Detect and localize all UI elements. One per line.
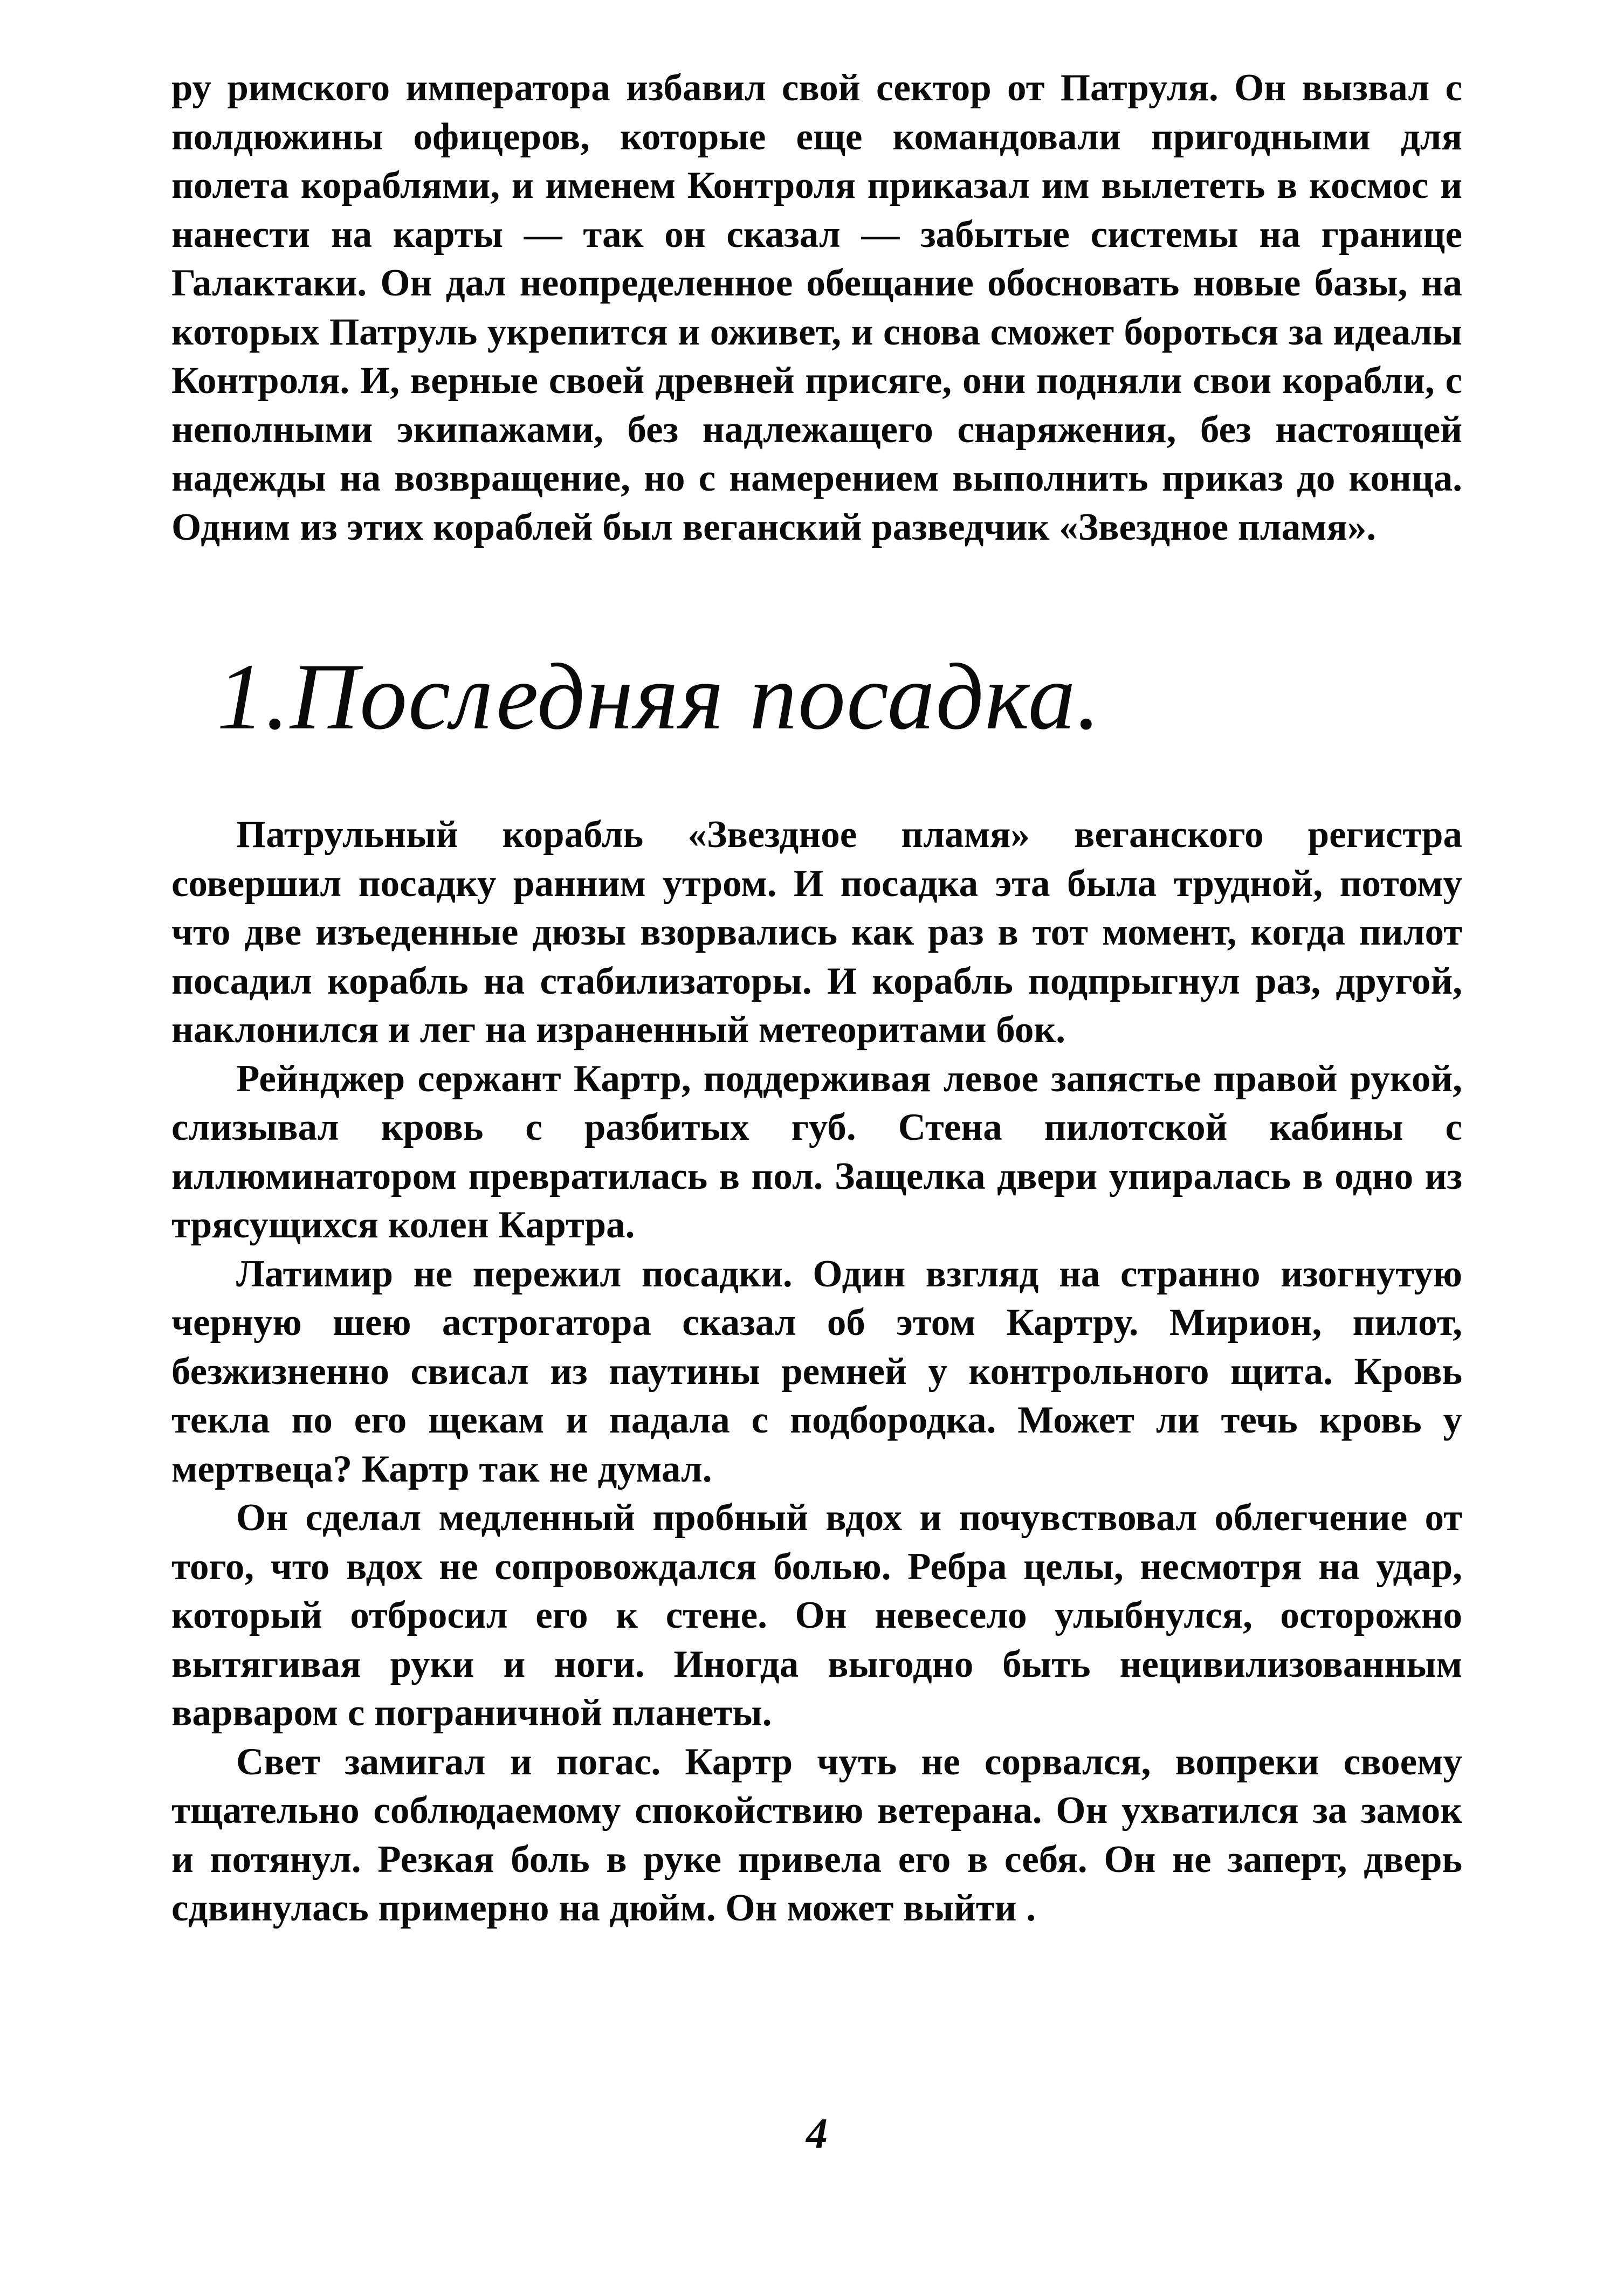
page-number: 4	[806, 2110, 828, 2158]
chapter-title: 1.Последняя посадка.	[217, 644, 1102, 749]
chapter-paragraph: Патрульный корабль «Звездное пламя» веганского регистра совершил посадку ранним утром. И посадка эта была трудной, потому что две изъеденные дюзы взорвались как раз в тот момент, когда пилот посадил корабль на стабилизаторы. И корабль подпрыгнул раз, другой, наклонился и лег на израненный метеоритами бок.	[171, 814, 1462, 1051]
chapter-paragraph: Свет замигал и погас. Картр чуть не сорвался, вопреки своему тщательно соблюдаемому спокойствию ветерана. Он ухватился за замок и потянул. Резкая боль в руке привела его в себя. Он не заперт, дверь сдвинулась примерно на дюйм. Он может выйти .	[171, 1740, 1462, 1929]
chapter-paragraph: Он сделал медленный пробный вдох и почувствовал облегчение от того, что вдох не сопровождался болью. Ребра целы, несмотря на удар, который отбросил его к стене. Он невесело улыбнулся, осторожно вытягивая руки и ноги. Иногда выгодно быть нецивилизованным варваром с пограничной планеты.	[171, 1497, 1462, 1734]
chapter-paragraph: Рейнджер сержант Картр, поддерживая левое запястье правой рукой, слизывал кровь с разбитых губ. Стена пилотской кабины с иллюминатором превратилась в пол. Защелка двери упиралась в одно из трясущихся колен Картра.	[171, 1057, 1462, 1246]
chapter-paragraph: Латимир не пережил посадки. Один взгляд на странно изогнутую черную шею астрогатора сказал об этом Картру. Мирион, пилот, безжизненно свисал из паутины ремней у контрольного щита. Кровь текла по его щекам и падала с подбородка. Может ли течь кровь у мертвеца? Картр так не думал.	[171, 1252, 1462, 1490]
chapter-body	[171, 810, 1462, 1933]
book-page	[171, 64, 1462, 2158]
intro-paragraph: ру римского императора избавил свой сектор от Патруля. Он вызвал с полдюжины офицеров, которые еще командовали пригодными для полета кораблями, и именем Контроля приказал им вылететь в космос и нанести на карты — так он сказал — забытые системы на границе Галактаки. Он дал неопределенное обещание обосновать новые базы, на которых Патруль укрепится и оживет, и снова сможет бороться за идеалы Контроля. И, верные своей древней присяге, они подняли свои корабли, с неполными экипажами, без надлежащего снаряжения, без настоящей надежды на возвращение, но с намерением выполнить приказ до конца. Одним из этих кораблей был веганский разведчик «Звездное пламя».	[171, 67, 1462, 548]
